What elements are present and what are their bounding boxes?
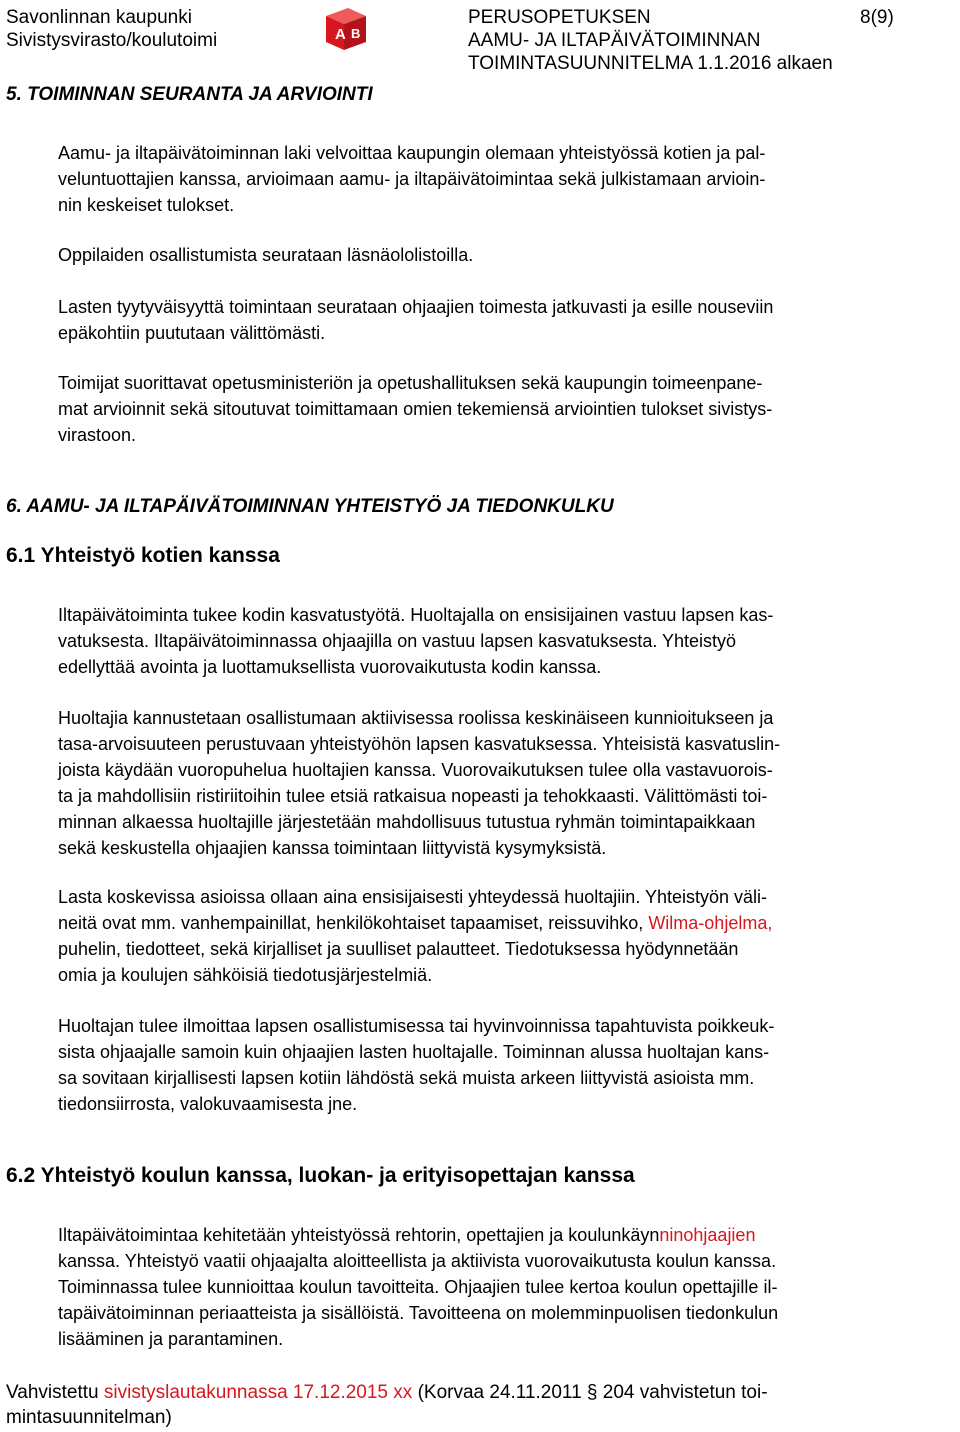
section5-paragraph-2: Oppilaiden osallistumista seurataan läsnäololistoilla.	[58, 245, 474, 265]
subsection-6-1-paragraph-1: Iltapäivätoiminta tukee kodin kasvatustyötä. Huoltajalla on ensisijainen vastuu lapsen kas- vatuksesta. Iltapäivätoiminnassa ohjaajilla on vastuu lapsen kasvatuksesta. Yhteistyö edellyttää avointa ja luottamuksellista vuorovaikutusta kodin kanssa.	[58, 605, 774, 677]
section6-heading: 6. AAMU- JA ILTAPÄIVÄTOIMINNAN YHTEISTYÖ JA TIEDONKULKU	[6, 496, 614, 517]
section5-paragraph-4: Toimijat suorittavat opetusministeriön ja opetushallituksen sekä kaupungin toimeenpane- mat arvioinnit sekä sitoutuvat toimittamaan omien tekemiensä arviointien tulokset sivistys- virastoon.	[58, 373, 773, 445]
section5-paragraph-3: Lasten tyytyväisyyttä toimintaan seurataan ohjaajien toimesta jatkuvasti ja esille nouseviin epäkohtiin puututaan välittömästi.	[58, 297, 774, 343]
dept-name: Sivistysvirasto/koulutoimi	[6, 30, 218, 51]
subsection-6-1-paragraph-4: Huoltajan tulee ilmoittaa lapsen osallistumisessa tai hyvinvoinnissa tapahtuvista poikkeuk- sista ohjaajalle samoin kuin ohjaajien lasten huoltajalle. Toiminnan alussa huoltajan kans- sa sovitaan kirjallisesti lapsen kotiin lähdöstä sekä muista arkeen liittyvistä asioista mm. tiedonsiirrosta, valokuvaamisesta jne.	[58, 1016, 775, 1114]
header-doc-block	[468, 6, 833, 75]
footer-approval-ref: sivistyslautakunnassa 17.12.2015 xx	[103, 1382, 413, 1403]
doc-title-line1: PERUSOPETUKSEN	[468, 7, 651, 28]
highlighted-text: ninohjaajien	[659, 1225, 756, 1245]
section5-heading: 5. TOIMINNAN SEURANTA JA ARVIOINTI	[6, 84, 373, 105]
subsection-6-1-paragraph-2: Huoltajia kannustetaan osallistumaan aktiivisessa roolissa keskinäiseen kunnioitukseen ja tasa-arvoisuuteen perustuvaan yhteistyöhön lapsen kasvatuksessa. Yhteisistä kasvatuslin- joista käydään vuoropuhelua huoltajien kanssa. Vuorovaikutuksen tulee olla vastavuorois- ta ja mahdollisiin ristiriitoihin tulee etsiä ratkaisua nopeasti ja tehokkaasti. Välittömästi toi- minnan alkaessa huoltajille järjestetään mahdollisuus tutustua ryhmän toimintapaikkaan sekä keskustella ohjaajien kanssa toimintaan liittyvistä kysymyksistä.	[58, 708, 781, 858]
footer: Vahvistettu sivistyslautakunnassa 17.12.2015 xx (Korvaa 24.11.2011 § 204 vahvistetun toi- mintasuunnitelman)	[6, 1382, 768, 1428]
doc-title-line3: TOIMINTASUUNNITELMA 1.1.2016 alkaen	[468, 53, 833, 74]
subsection-6-1-paragraph-3: Lasta koskevissa asioissa ollaan aina ensisijaisesti yhteydessä huoltajiin. Yhteistyön väli- neitä ovat mm. vanhempainillat, henkilökohtaiset tapaamiset, reissuvihko, Wilma-ohjelma, puhelin, tiedotteet, sekä kirjalliset ja suulliset palautteet. Tiedotuksessa hyödynnetään omia ja koulujen sähköisiä tiedotusjärjestelmiä.	[58, 887, 773, 985]
logo-letter-b: B	[351, 26, 361, 41]
logo-letter-a: A	[335, 26, 346, 43]
wilma-link[interactable]: Wilma-ohjelma,	[648, 913, 773, 933]
header-org-block	[6, 6, 217, 52]
section5-paragraph-1: Aamu- ja iltapäivätoiminnan laki velvoittaa kaupungin olemaan yhteistyössä kotien ja pal- veluntuottajien kanssa, arvioimaan aamu- ja iltapäivätoimintaa sekä julkistamaan arvioin- nin keskeiset tulokset.	[58, 143, 766, 215]
subsection-6-1-heading: 6.1 Yhteistyö kotien kanssa	[6, 544, 280, 567]
page-number: 8(9)	[860, 7, 894, 28]
subsection-6-2-paragraph: Iltapäivätoimintaa kehitetään yhteistyössä rehtorin, opettajien ja koulunkäynninohjaajien kanssa. Yhteistyö vaatii ohjaajalta aloitteellista ja aktiivista vuorovaikutusta koulun kanssa. Toiminnassa tulee kunnioittaa koulun tavoitteita. Ohjaajien tulee kertoa koulun opettajille il- tapäivätoiminnan periaatteista ja sisällöistä. Tavoitteena on molemminpuolisen tiedonkulun lisääminen ja parantaminen.	[58, 1225, 779, 1349]
org-name: Savonlinnan kaupunki	[6, 7, 192, 28]
doc-title-line2: AAMU- JA ILTAPÄIVÄTOIMINNAN	[468, 30, 761, 51]
subsection-6-2-heading: 6.2 Yhteistyö koulun kanssa, luokan- ja erityisopettajan kanssa	[6, 1164, 635, 1187]
abc-block-logo	[320, 6, 370, 52]
